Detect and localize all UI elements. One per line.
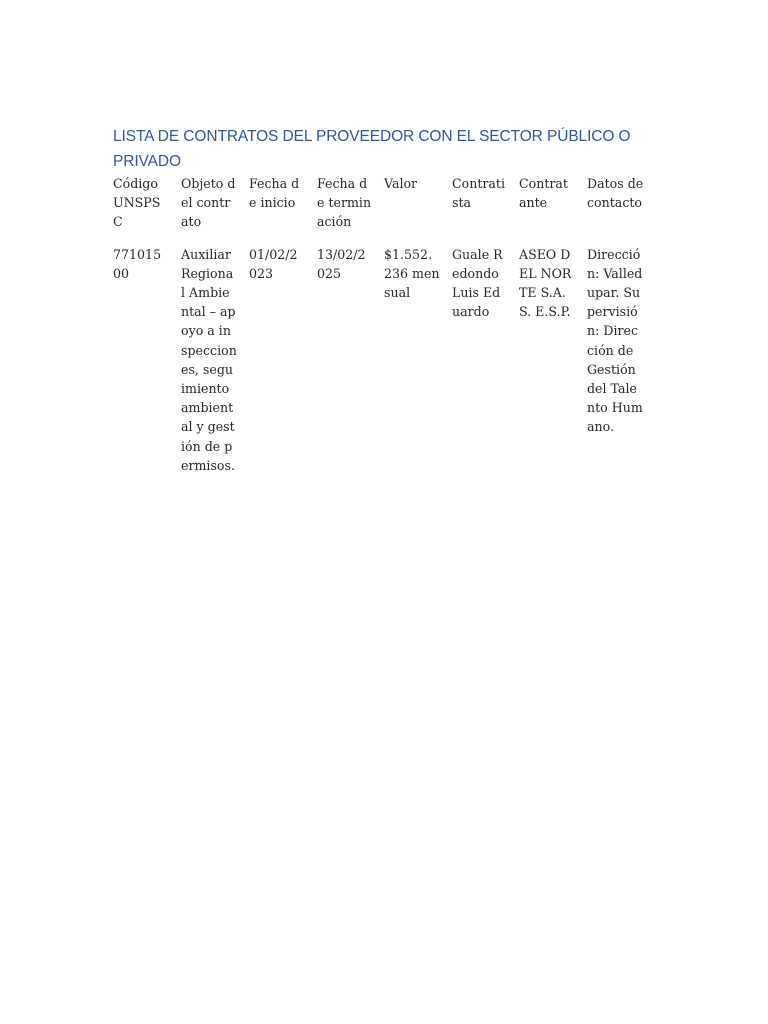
cell-valor: $1.552.236 mensual	[384, 246, 440, 301]
cell-fecha-inicio: 01/02/2023	[249, 246, 298, 281]
table-header-row	[107, 174, 650, 245]
cell-contratante: ASEO DEL NORTE S.A.S. E.S.P.	[519, 246, 572, 320]
document-title: LISTA DE CONTRATOS DEL PROVEEDOR CON EL SECTOR PÚBLICO O PRIVADO	[113, 128, 631, 170]
cell-fecha-terminacion: 13/02/2025	[317, 246, 366, 281]
header-fecha-terminacion: Fecha de terminación	[317, 176, 372, 230]
header-objeto: Objeto del contrato	[181, 176, 236, 230]
cell-contratista: Guale Redondo Luis Eduardo	[452, 246, 503, 320]
header-fecha-inicio: Fecha de inicio	[249, 176, 300, 211]
cell-contacto: Dirección: Valledupar. Supervisión: Dirección de Gestión del Talento Humano.	[587, 246, 643, 435]
header-contratista: Contratista	[452, 176, 506, 211]
header-codigo: Código UNSPSC	[113, 176, 161, 230]
cell-objeto: Auxiliar Regional Ambiental – apoyo a inspecciones, seguimiento ambiental y gestión de permisos.	[181, 246, 237, 473]
header-valor: Valor	[384, 176, 418, 191]
cell-codigo: 77101500	[113, 246, 162, 281]
table-row	[107, 245, 650, 475]
header-contratante: Contratante	[519, 176, 568, 211]
header-contacto: Datos de contacto	[587, 176, 644, 211]
contracts-table	[107, 174, 650, 475]
